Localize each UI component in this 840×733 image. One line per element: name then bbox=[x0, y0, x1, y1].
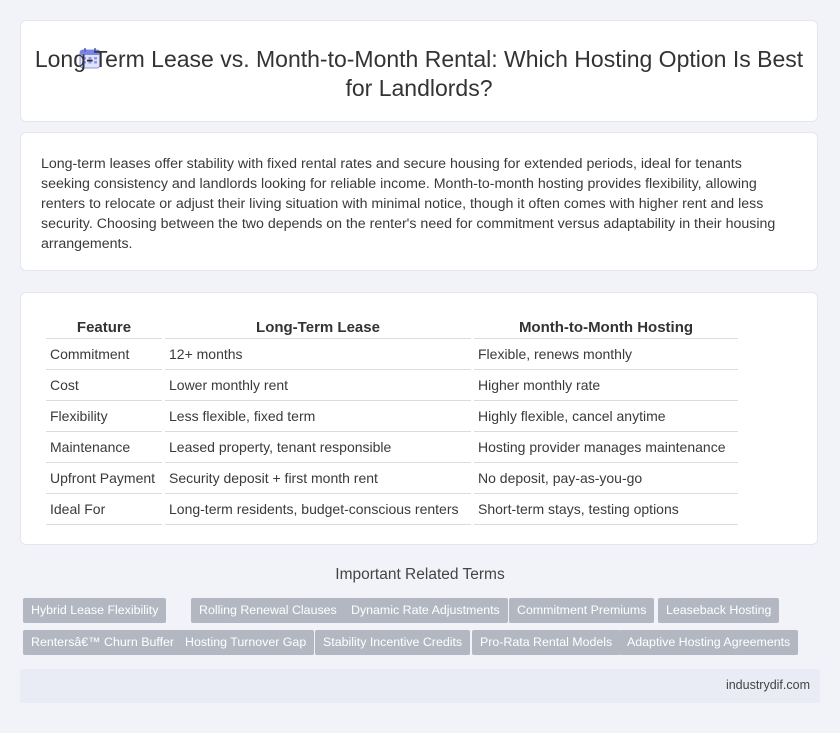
feature-cell: Ideal For bbox=[46, 494, 162, 525]
hosting-cell: No deposit, pay-as-you-go bbox=[474, 463, 738, 494]
lease-cell: Leased property, tenant responsible bbox=[165, 432, 471, 463]
comparison-card bbox=[20, 292, 818, 545]
hosting-cell: Higher monthly rate bbox=[474, 370, 738, 401]
title-card bbox=[20, 20, 818, 122]
lease-cell: Less flexible, fixed term bbox=[165, 401, 471, 432]
footer-site-link[interactable]: industrydif.com bbox=[725, 678, 810, 692]
feature-cell: Upfront Payment bbox=[46, 463, 162, 494]
feature-cell: Maintenance bbox=[46, 432, 162, 463]
page-title: Long-Term Lease vs. Month-to-Month Rental: Which Hosting Option Is Best for Landlords? bbox=[34, 46, 804, 101]
comparison-table bbox=[43, 314, 741, 525]
lease-cell: Long-term residents, budget-conscious renters bbox=[165, 494, 471, 525]
tag-hosting-turnover-gap[interactable]: Hosting Turnover Gap bbox=[177, 630, 314, 655]
hosting-cell: Hosting provider manages maintenance bbox=[474, 432, 738, 463]
lease-cell: Lower monthly rent bbox=[165, 370, 471, 401]
feature-cell: Cost bbox=[46, 370, 162, 401]
tag-leaseback-hosting[interactable]: Leaseback Hosting bbox=[658, 598, 779, 623]
table-header-row bbox=[46, 314, 738, 339]
tag-rolling-renewal-clauses[interactable]: Rolling Renewal Clauses bbox=[191, 598, 345, 623]
hosting-cell: Flexible, renews monthly bbox=[474, 339, 738, 370]
lease-cell: 12+ months bbox=[165, 339, 471, 370]
table-row bbox=[46, 339, 738, 370]
tag-stability-incentive-credits[interactable]: Stability Incentive Credits bbox=[315, 630, 470, 655]
hosting-cell: Highly flexible, cancel anytime bbox=[474, 401, 738, 432]
feature-cell: Commitment bbox=[46, 339, 162, 370]
related-terms-heading: Important Related Terms bbox=[335, 566, 505, 583]
feature-cell: Flexibility bbox=[46, 401, 162, 432]
header-month-to-month: Month-to-Month Hosting bbox=[474, 314, 738, 339]
header-long-term-lease: Long-Term Lease bbox=[165, 314, 471, 339]
intro-card bbox=[20, 132, 818, 271]
table-row bbox=[46, 370, 738, 401]
tag-renters-churn-buffer[interactable]: Rentersâ€™ Churn Buffer bbox=[23, 630, 182, 655]
footer bbox=[20, 669, 820, 703]
lease-cell: Security deposit + first month rent bbox=[165, 463, 471, 494]
tag-commitment-premiums[interactable]: Commitment Premiums bbox=[509, 598, 654, 623]
table-row bbox=[46, 463, 738, 494]
tag-dynamic-rate-adjustments[interactable]: Dynamic Rate Adjustments bbox=[343, 598, 508, 623]
table-row bbox=[46, 432, 738, 463]
intro-paragraph: Long-term leases offer stability with fixed rental rates and secure housing for extended periods, ideal for tenants seeking consistency and landlords looking for reliable income. Month-to-month hosting provides flexibility, allowing renters to relocate or adjust their living situation with minimal notice, though it often comes with higher rent and less security. Choosing between the two depends on the renter's need for commitment versus adaptability in their housing arrangements. bbox=[41, 156, 776, 252]
header-feature: Feature bbox=[46, 314, 162, 339]
table-row bbox=[46, 401, 738, 432]
hosting-cell: Short-term stays, testing options bbox=[474, 494, 738, 525]
tag-adaptive-hosting-agreements[interactable]: Adaptive Hosting Agreements bbox=[619, 630, 798, 655]
table-row bbox=[46, 494, 738, 525]
tag-pro-rata-rental-models[interactable]: Pro-Rata Rental Models bbox=[472, 630, 620, 655]
tag-hybrid-lease-flexibility[interactable]: Hybrid Lease Flexibility bbox=[23, 598, 166, 623]
